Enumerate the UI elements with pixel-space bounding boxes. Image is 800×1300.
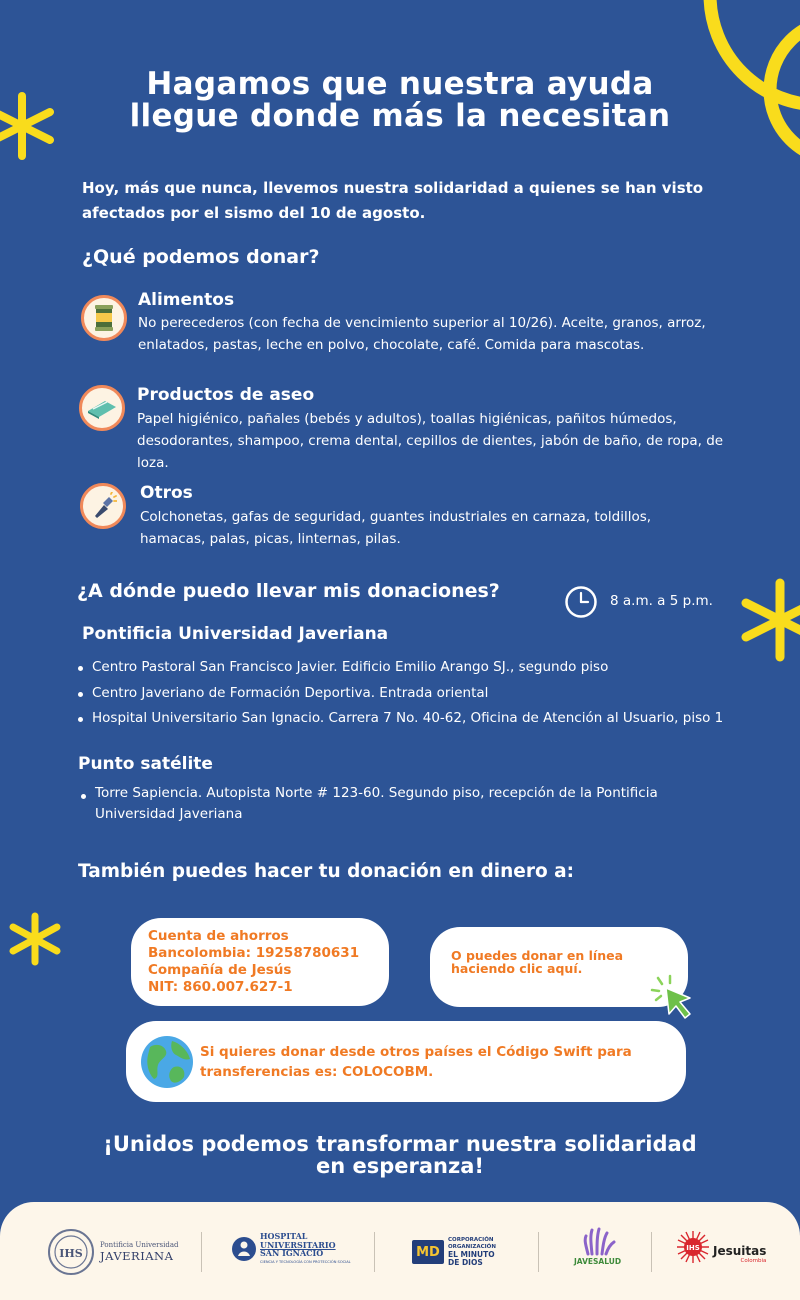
seal-icon (47, 1228, 95, 1276)
where-heading: ¿A dónde puedo llevar mis donaciones? (77, 580, 500, 602)
donate-item-title: Alimentos (138, 290, 235, 310)
page-title: Hagamos que nuestra ayuda llegue donde más la necesitan (129, 66, 671, 134)
javesalud-logo: JAVESALUD (574, 1226, 621, 1266)
jesuitas-logo: IHS Jesuitas Colombia (676, 1230, 766, 1264)
list-item: Torre Sapiencia. Autopista Norte # 123-60. Segundo piso, recepción de la Pontificia Universidad Javeriana (81, 783, 691, 825)
divider (374, 1232, 375, 1272)
swift-code-text: Si quieres donar desde otros países el Código Swift para transferencias es: COLOCOBM. (200, 1044, 632, 1080)
donate-item-title: Otros (140, 483, 193, 503)
bank-account-card: Cuenta de ahorros Bancolombia: 19258780631 Compañía de Jesús NIT: 860.007.627-1 (131, 918, 389, 1006)
javeriana-logo: IHS Pontificia Universidad JAVERIANA (47, 1228, 178, 1276)
clock-icon (564, 585, 598, 619)
list-item: Hospital Universitario San Ignacio. Carrera 7 No. 40-62, Oficina de Atención al Usuario, piso 1 (78, 706, 758, 732)
donate-item-text: Papel higiénico, pañales (bebés y adultos), toallas higiénicas, pañitos húmedos, desodorantes, shampoo, crema dental, cepillos de dientes, jabón de baño, de ropa, de loza. (137, 411, 724, 471)
footer-logos (0, 1202, 800, 1300)
money-heading: También puedes hacer tu donación en dinero a: (78, 861, 574, 882)
intro-text: Hoy, más que nunca, llevemos nuestra solidaridad a quienes se han visto afectados por el sismo del 10 de agosto. (82, 179, 704, 222)
closing-message: ¡Unidos podemos transformar nuestra solidaridad en esperanza! (103, 1132, 697, 1178)
asterisk-icon (8, 912, 62, 966)
divider (201, 1232, 202, 1272)
donate-item-text: Colchonetas, gafas de seguridad, guantes industriales en carnaza, toldillos, hamacas, palas, picas, linternas, pilas. (140, 509, 652, 547)
donate-online-button[interactable]: O puedes donar en línea haciendo clic aquí. (430, 927, 688, 1007)
hand-icon (580, 1226, 616, 1256)
satellite-heading: Punto satélite (78, 754, 213, 774)
minuto-de-dios-logo: MD CORPORACIÓN ORGANIZACIÓN EL MINUTO DE DIOS (412, 1237, 496, 1267)
globe-icon (140, 1035, 194, 1089)
asterisk-icon (740, 575, 800, 665)
donate-item-text: No perecederos (con fecha de vencimiento superior al 10/26). Aceite, granos, arroz, enlatados, pastas, leche en polvo, chocolate, café. Comida para mascotas. (138, 315, 706, 353)
hospital-emblem-icon (231, 1236, 257, 1262)
satellite-list (81, 783, 691, 825)
divider (651, 1232, 652, 1272)
food-can-icon (81, 295, 127, 341)
svg-text:IHS: IHS (59, 1247, 83, 1260)
sun-emblem-icon (676, 1230, 710, 1264)
svg-text:IHS: IHS (686, 1244, 700, 1252)
donate-item-title: Productos de aseo (137, 385, 315, 405)
donate-heading: ¿Qué podemos donar? (82, 246, 320, 268)
flashlight-icon (80, 483, 126, 529)
towel-icon (79, 385, 125, 431)
list-item: Centro Pastoral San Francisco Javier. Edificio Emilio Arango SJ., segundo piso (78, 655, 758, 681)
hours-text: 8 a.m. a 5 p.m. (610, 593, 713, 609)
asterisk-icon (0, 88, 60, 164)
university-heading: Pontificia Universidad Javeriana (82, 624, 389, 644)
hospital-logo: HOSPITAL UNIVERSITARIO SAN IGNACIO CIENCIA Y TECNOLOGÍA CON PROTECCIÓN SOCIAL (231, 1232, 351, 1266)
cursor-click-icon (650, 974, 696, 1022)
locations-list (78, 655, 758, 732)
list-item: Centro Javeriano de Formación Deportiva. Entrada oriental (78, 681, 758, 707)
divider (538, 1232, 539, 1272)
